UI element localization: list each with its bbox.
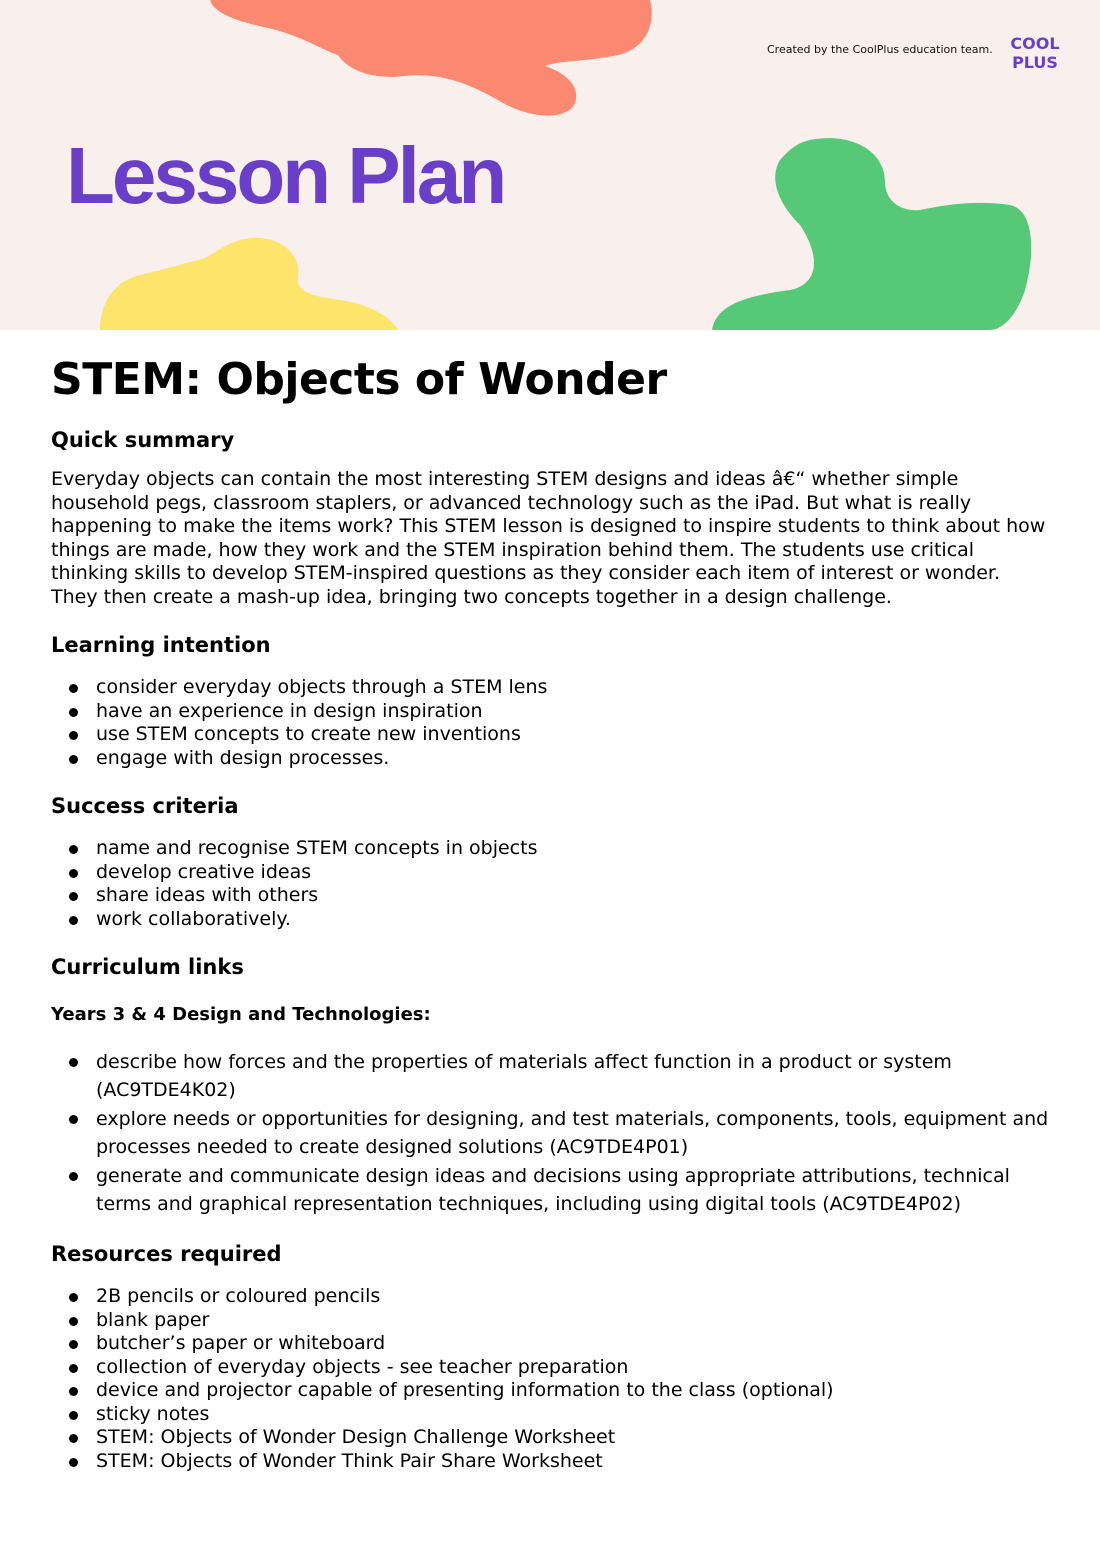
- list-item: have an experience in design inspiration: [51, 700, 1051, 724]
- list-item: explore needs or opportunities for designing, and test materials, components, tools, equipment and processes needed to create designed solutions (AC9TDE4P01): [51, 1105, 1051, 1161]
- lesson-plan-title: Lesson Plan: [66, 131, 505, 220]
- green-blob: [712, 138, 1031, 330]
- doc-title: STEM: Objects of Wonder: [51, 354, 667, 405]
- list-item: sticky notes: [51, 1403, 1051, 1427]
- lesson-content: [51, 350, 1051, 1473]
- list-item: share ideas with others: [51, 884, 1051, 908]
- list-item: consider everyday objects through a STEM lens: [51, 676, 1051, 700]
- yellow-blob: [100, 238, 398, 330]
- list-item: engage with design processes.: [51, 747, 1051, 771]
- list-item: use STEM concepts to create new inventions: [51, 723, 1051, 747]
- svg-text:COOL: COOL: [1010, 34, 1060, 53]
- list-item: device and projector capable of presenting information to the class (optional): [51, 1379, 1051, 1403]
- coral-blob: [210, 0, 652, 116]
- list-item: blank paper: [51, 1309, 1051, 1333]
- list-item: STEM: Objects of Wonder Think Pair Share Worksheet: [51, 1450, 1051, 1474]
- success-criteria-heading: Success criteria: [51, 794, 239, 818]
- credit-text: Created by the CoolPlus education team.: [767, 43, 993, 56]
- list-item: STEM: Objects of Wonder Design Challenge Worksheet: [51, 1426, 1051, 1450]
- list-item: collection of everyday objects - see teacher preparation: [51, 1356, 1051, 1380]
- list-item: generate and communicate design ideas and decisions using appropriate attributions, technical terms and graphical representation techniques, including using digital tools (AC9TDE4P02): [51, 1162, 1051, 1218]
- quick-summary-heading: Quick summary: [51, 428, 235, 452]
- coolplus-logo: [1002, 32, 1068, 72]
- curriculum-links-heading: Curriculum links: [51, 955, 244, 979]
- curriculum-subheading: Years 3 & 4 Design and Technologies:: [51, 1004, 431, 1025]
- resources-list: [51, 1285, 1051, 1473]
- list-item: butcher’s paper or whiteboard: [51, 1332, 1051, 1356]
- header-banner: [0, 0, 1100, 330]
- list-item: work collaboratively.: [51, 908, 1051, 932]
- learning-intention-list: [51, 676, 1051, 770]
- quick-summary-text: Everyday objects can contain the most interesting STEM designs and ideas â€“ whether simple household pegs, classroom staplers, or advanced technology such as the iPad. But what is really happening to make the items work? This STEM lesson is designed to inspire students to think about how things are made, how they work and the STEM inspiration behind them. The students use critical thinking skills to develop STEM-inspired questions as they consider each item of interest or wonder. They then create a mash-up idea, bringing two concepts together in a design challenge.: [51, 468, 1046, 608]
- svg-text:PLUS: PLUS: [1012, 53, 1058, 72]
- curriculum-links-list: [51, 1048, 1051, 1218]
- list-item: name and recognise STEM concepts in objects: [51, 837, 1051, 861]
- list-item: 2B pencils or coloured pencils: [51, 1285, 1051, 1309]
- success-criteria-list: [51, 837, 1051, 931]
- resources-heading: Resources required: [51, 1242, 282, 1266]
- list-item: develop creative ideas: [51, 861, 1051, 885]
- list-item: describe how forces and the properties of materials affect function in a product or system (AC9TDE4K02): [51, 1048, 1051, 1104]
- learning-intention-heading: Learning intention: [51, 633, 271, 657]
